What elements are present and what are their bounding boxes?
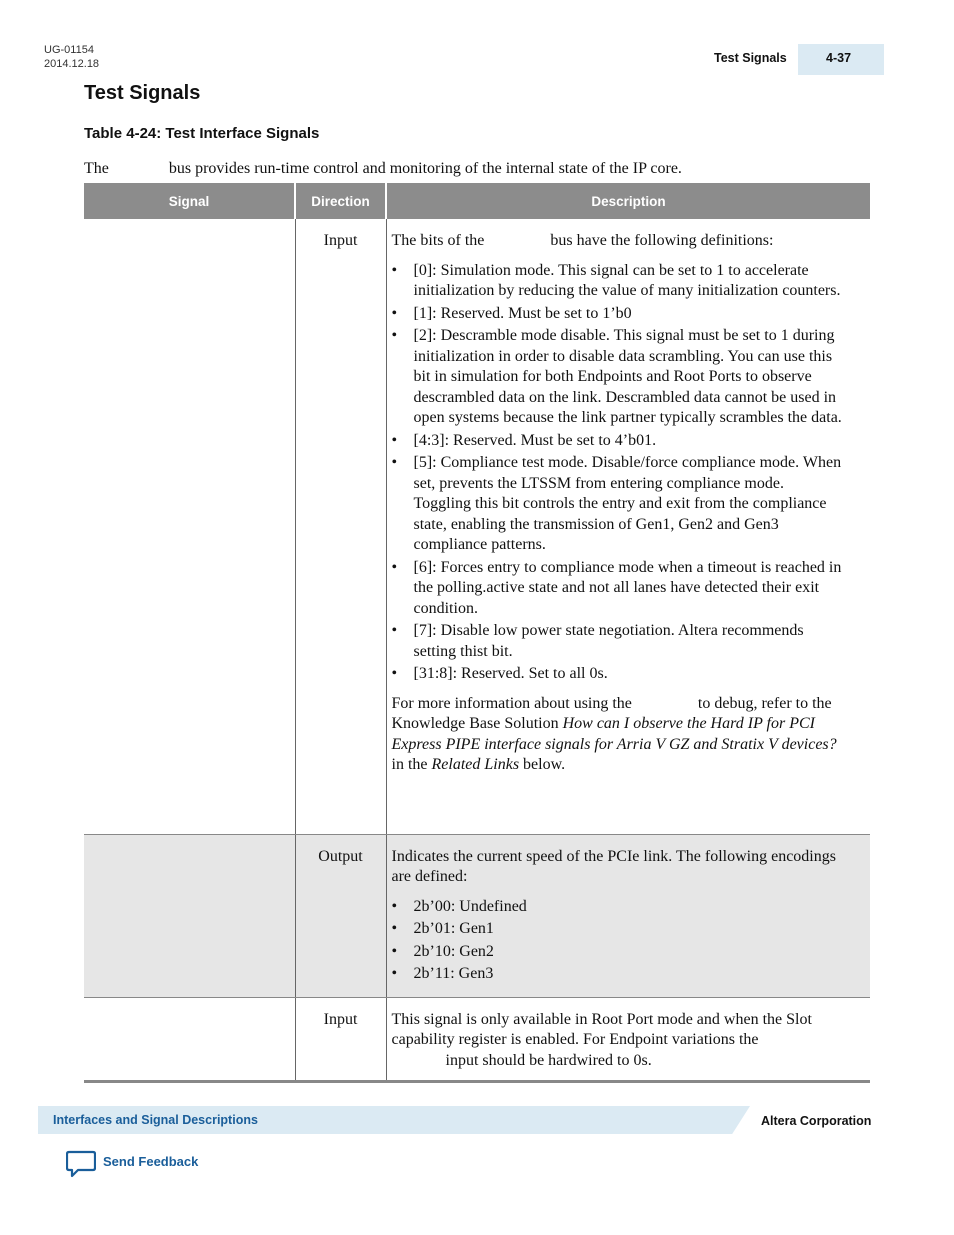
table-row [84,219,870,834]
list-item: • 2b’00: Undefined [392,897,845,918]
list-item: • [1]: Reserved. Must be set to 1’b0 [392,304,845,325]
header-description: Description [386,183,870,219]
list-item: • 2b’01: Gen1 [392,919,845,940]
description-intro: The bits of the bus have the following definitions: [391,232,774,249]
list-item: • 2b’11: Gen3 [392,964,845,985]
direction-cell: Output [295,834,386,997]
intro-lead: The [84,160,109,177]
doc-id-block [44,43,99,71]
description-cell [386,997,870,1081]
feedback-speech-bubble-icon[interactable] [66,1150,96,1178]
list-item: • [5]: Compliance test mode. Disable/force compliance mode. When set, prevents the LTSSM from entering compliance mode. Toggling this bit controls the entry and exit from the compliance state, enabling the transmission of Gen1, Gen2 and Gen3 compliance patterns. [392,453,845,556]
description-text: This signal is only available in Root Port mode and when the Slot capability register is enabled. For Endpoint variations the input should be hardwired to 0s. [391,1010,812,1069]
list-item: • [2]: Descramble mode disable. This signal must be set to 1 during initialization in order to disable data scrambling. You can use this bit in simulation for both Endpoints and Root Ports to observe descrambled data on the link. Descrambled data cannot be used in open systems because the link partner typically scrambles the data. [392,326,845,429]
intro-paragraph [84,160,682,178]
kb-solution-title: How can I observe the Hard IP for PCI Express PIPE interface signals for Arria V GZ and Stratix V devices? [391,715,837,753]
signal-cell [84,834,295,997]
list-item: • [4:3]: Reserved. Must be set to 4’b01. [392,431,845,452]
list-item: • [0]: Simulation mode. This signal can be set to 1 to accelerate initialization by reducing the value of many initialization counters. [392,261,845,302]
doc-date: 2014.12.18 [44,58,100,70]
section-title: Test Signals [84,82,201,104]
table-row [84,834,870,997]
direction-cell: Input [295,997,386,1081]
list-item: • [6]: Forces entry to compliance mode when a timeout is reached in the polling.active state and not all lanes have detected their exit condition. [392,558,845,620]
description-intro: Indicates the current speed of the PCIe link. The following encodings are defined: [391,847,836,885]
doc-number: UG-01154 [44,44,94,56]
footer-chapter-link[interactable]: Interfaces and Signal Descriptions [53,1113,258,1127]
header-page-number: 4-37 [798,44,884,75]
list-item: • [31:8]: Reserved. Set to all 0s. [392,664,845,685]
table-row [84,997,870,1081]
description-cell [386,219,870,834]
related-links-ref: Related Links [431,756,520,773]
bit-definitions-list [392,261,845,685]
table-title: Table 4-24: Test Interface Signals [84,125,320,142]
list-item: • 2b’10: Gen2 [392,942,845,963]
signal-cell [84,219,295,834]
send-feedback-link[interactable]: Send Feedback [103,1154,199,1169]
table-header-row [84,183,870,219]
footer-corporation: Altera Corporation [761,1114,872,1128]
direction-cell: Input [295,219,386,834]
more-info-paragraph: For more information about using the to debug, refer to the Knowledge Base Solution How can I observe the Hard IP for PCI Express PIPE interface signals for Arria V GZ and Stratix V devices? in the Related Links below. [391,694,837,773]
header-direction: Direction [295,183,386,219]
header-signal: Signal [84,183,295,219]
speed-encodings-list [392,897,845,985]
description-cell [386,834,870,997]
list-item: • [7]: Disable low power state negotiation. Altera recommends setting thist bit. [392,621,845,662]
header-section-name: Test Signals [714,51,787,65]
signal-cell [84,997,295,1081]
test-interface-signals-table [84,183,870,1083]
intro-rest: bus provides run-time control and monitoring of the internal state of the IP core. [168,160,682,177]
